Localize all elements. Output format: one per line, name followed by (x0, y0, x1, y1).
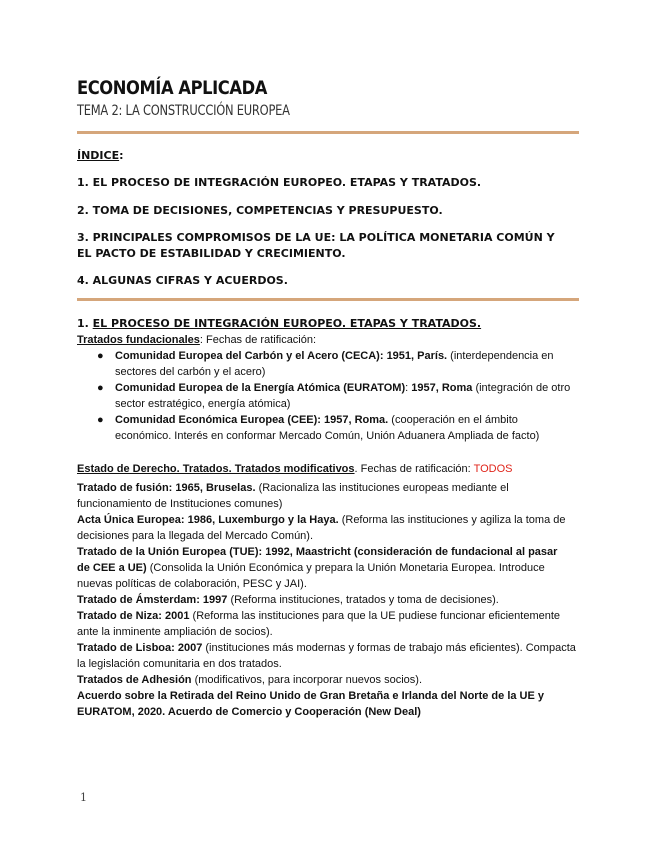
list-item (97, 412, 577, 444)
index-item-2: 2. TOMA DE DECISIONES, COMPETENCIAS Y PRESUPUESTO. (77, 204, 443, 217)
modifying-treaties-label: Estado de Derecho. Tratados. Tratados modificativos (77, 463, 355, 475)
treaty-name: Tratado de Ámsterdam: 1997 (77, 594, 228, 606)
treaty-description: (Racionaliza las instituciones europeas mediante el funcionamiento de Instituciones comunes) (77, 482, 509, 510)
highlight-todos: TODOS (473, 463, 513, 475)
treaty-name: Comunidad Europea de la Energía Atómica (EURATOM) (115, 382, 406, 394)
index-item-1: 1. EL PROCESO DE INTEGRACIÓN EUROPEO. ETAPAS Y TRATADOS. (77, 176, 482, 189)
section-1-heading (77, 316, 577, 332)
bullet-icon: ● (97, 350, 104, 362)
modifying-treaties-intro (77, 461, 577, 477)
treaty-name: Tratado de Niza: 2001 (77, 610, 190, 622)
section-1 (77, 316, 577, 720)
modifying-treaties-suffix: . Fechas de ratificación: (354, 463, 474, 475)
treaty-name-continued: de CEE a UE) (77, 562, 147, 574)
treaty-entry (77, 592, 577, 608)
divider-top (77, 131, 579, 134)
treaty-name: Acuerdo sobre la Retirada del Reino Unido de Gran Bretaña e Irlanda del Norte de la UE y EURATOM, 2020. Acuerdo de Comercio y Cooperación (New Deal) (77, 690, 545, 718)
treaty-name: Tratado de la Unión Europea (TUE): 1992, Maastricht (consideración de fundacional al pasar (77, 546, 558, 558)
treaty-description: (cooperación en el ámbito económico. Interés en conformar Mercado Común, Unión Aduanera Ampliada de facto) (115, 414, 540, 442)
treaty-name: Tratado de Lisboa: 2007 (77, 642, 203, 654)
treaty-name: Comunidad Europea del Carbón y el Acero (CECA): 1951, París. (115, 350, 448, 362)
founding-treaties-label: Tratados fundacionales (77, 334, 200, 346)
treaty-description-continued: ante la inminente ampliación de socios). (77, 626, 273, 638)
index-colon: : (119, 149, 124, 162)
treaty-name: Acta Única Europea: 1986, Luxemburgo y la Haya. (77, 514, 339, 526)
treaty-description: (Reforma instituciones, tratados y toma de decisiones). (227, 594, 499, 606)
treaty-name: Comunidad Económica Europea (CEE): 1957, Roma. (115, 414, 389, 426)
document-subtitle: TEMA 2: LA CONSTRUCCIÓN EUROPEA (77, 103, 290, 119)
treaty-entry (77, 480, 577, 512)
treaty-description: (interdependencia en sectores del carbón y el acero) (115, 350, 554, 378)
treaty-description: (Reforma las instituciones para que la UE pudiese funcionar eficientemente (189, 610, 561, 622)
treaty-name: Tratado de fusión: 1965, Bruselas. (77, 482, 256, 494)
treaty-date: 1957, Roma (411, 382, 473, 394)
treaty-entry (77, 512, 577, 544)
index-heading (77, 148, 577, 164)
bullet-icon: ● (97, 382, 104, 394)
treaty-description: (Consolida la Unión Económica y prepara la Unión Monetaria Europea. Introduce nuevas políticas de colaboración, PESC y JAI). (77, 562, 545, 590)
treaty-entry (77, 672, 577, 688)
list-item (97, 348, 577, 380)
treaty-description: (Reforma las instituciones y agiliza la toma de decisiones para la llegada del Mercado Común). (77, 514, 566, 542)
treaty-description: (instituciones más modernas y formas de trabajo más eficientes). Compacta la legislación comunitaria en dos tratados. (77, 642, 576, 670)
treaty-description: (modificativos, para incorporar nuevos socios). (191, 674, 422, 686)
treaty-separator: : (405, 382, 412, 394)
section-1-title: EL PROCESO DE INTEGRACIÓN EUROPEO. ETAPAS Y TRATADOS. (92, 317, 482, 330)
founding-treaties-suffix: : Fechas de ratificación: (199, 334, 317, 346)
divider-middle (77, 298, 579, 301)
treaty-entry (77, 640, 577, 672)
document-title: ECONOMÍA APLICADA (77, 77, 267, 99)
index-item-4: 4. ALGUNAS CIFRAS Y ACUERDOS. (77, 274, 288, 287)
treaty-entry (77, 688, 577, 720)
founding-treaties-intro (77, 332, 577, 348)
index-label: ÍNDICE (77, 149, 120, 162)
bullet-icon: ● (97, 414, 104, 426)
page-number: 1 (80, 791, 87, 804)
list-item (97, 380, 577, 412)
treaty-entry (77, 544, 577, 592)
index-item-3: 3. PRINCIPALES COMPROMISOS DE LA UE: LA POLÍTICA MONETARIA COMÚN Y EL PACTO DE ESTABILIDAD Y CRECIMIENTO. (77, 231, 555, 260)
treaty-name: Tratados de Adhesión (77, 674, 192, 686)
treaty-description: (integración de otro sector estratégico, energía atómica) (115, 382, 571, 410)
section-1-number: 1. (77, 317, 93, 330)
treaty-entry (77, 608, 577, 640)
founding-treaties-list (77, 348, 577, 444)
